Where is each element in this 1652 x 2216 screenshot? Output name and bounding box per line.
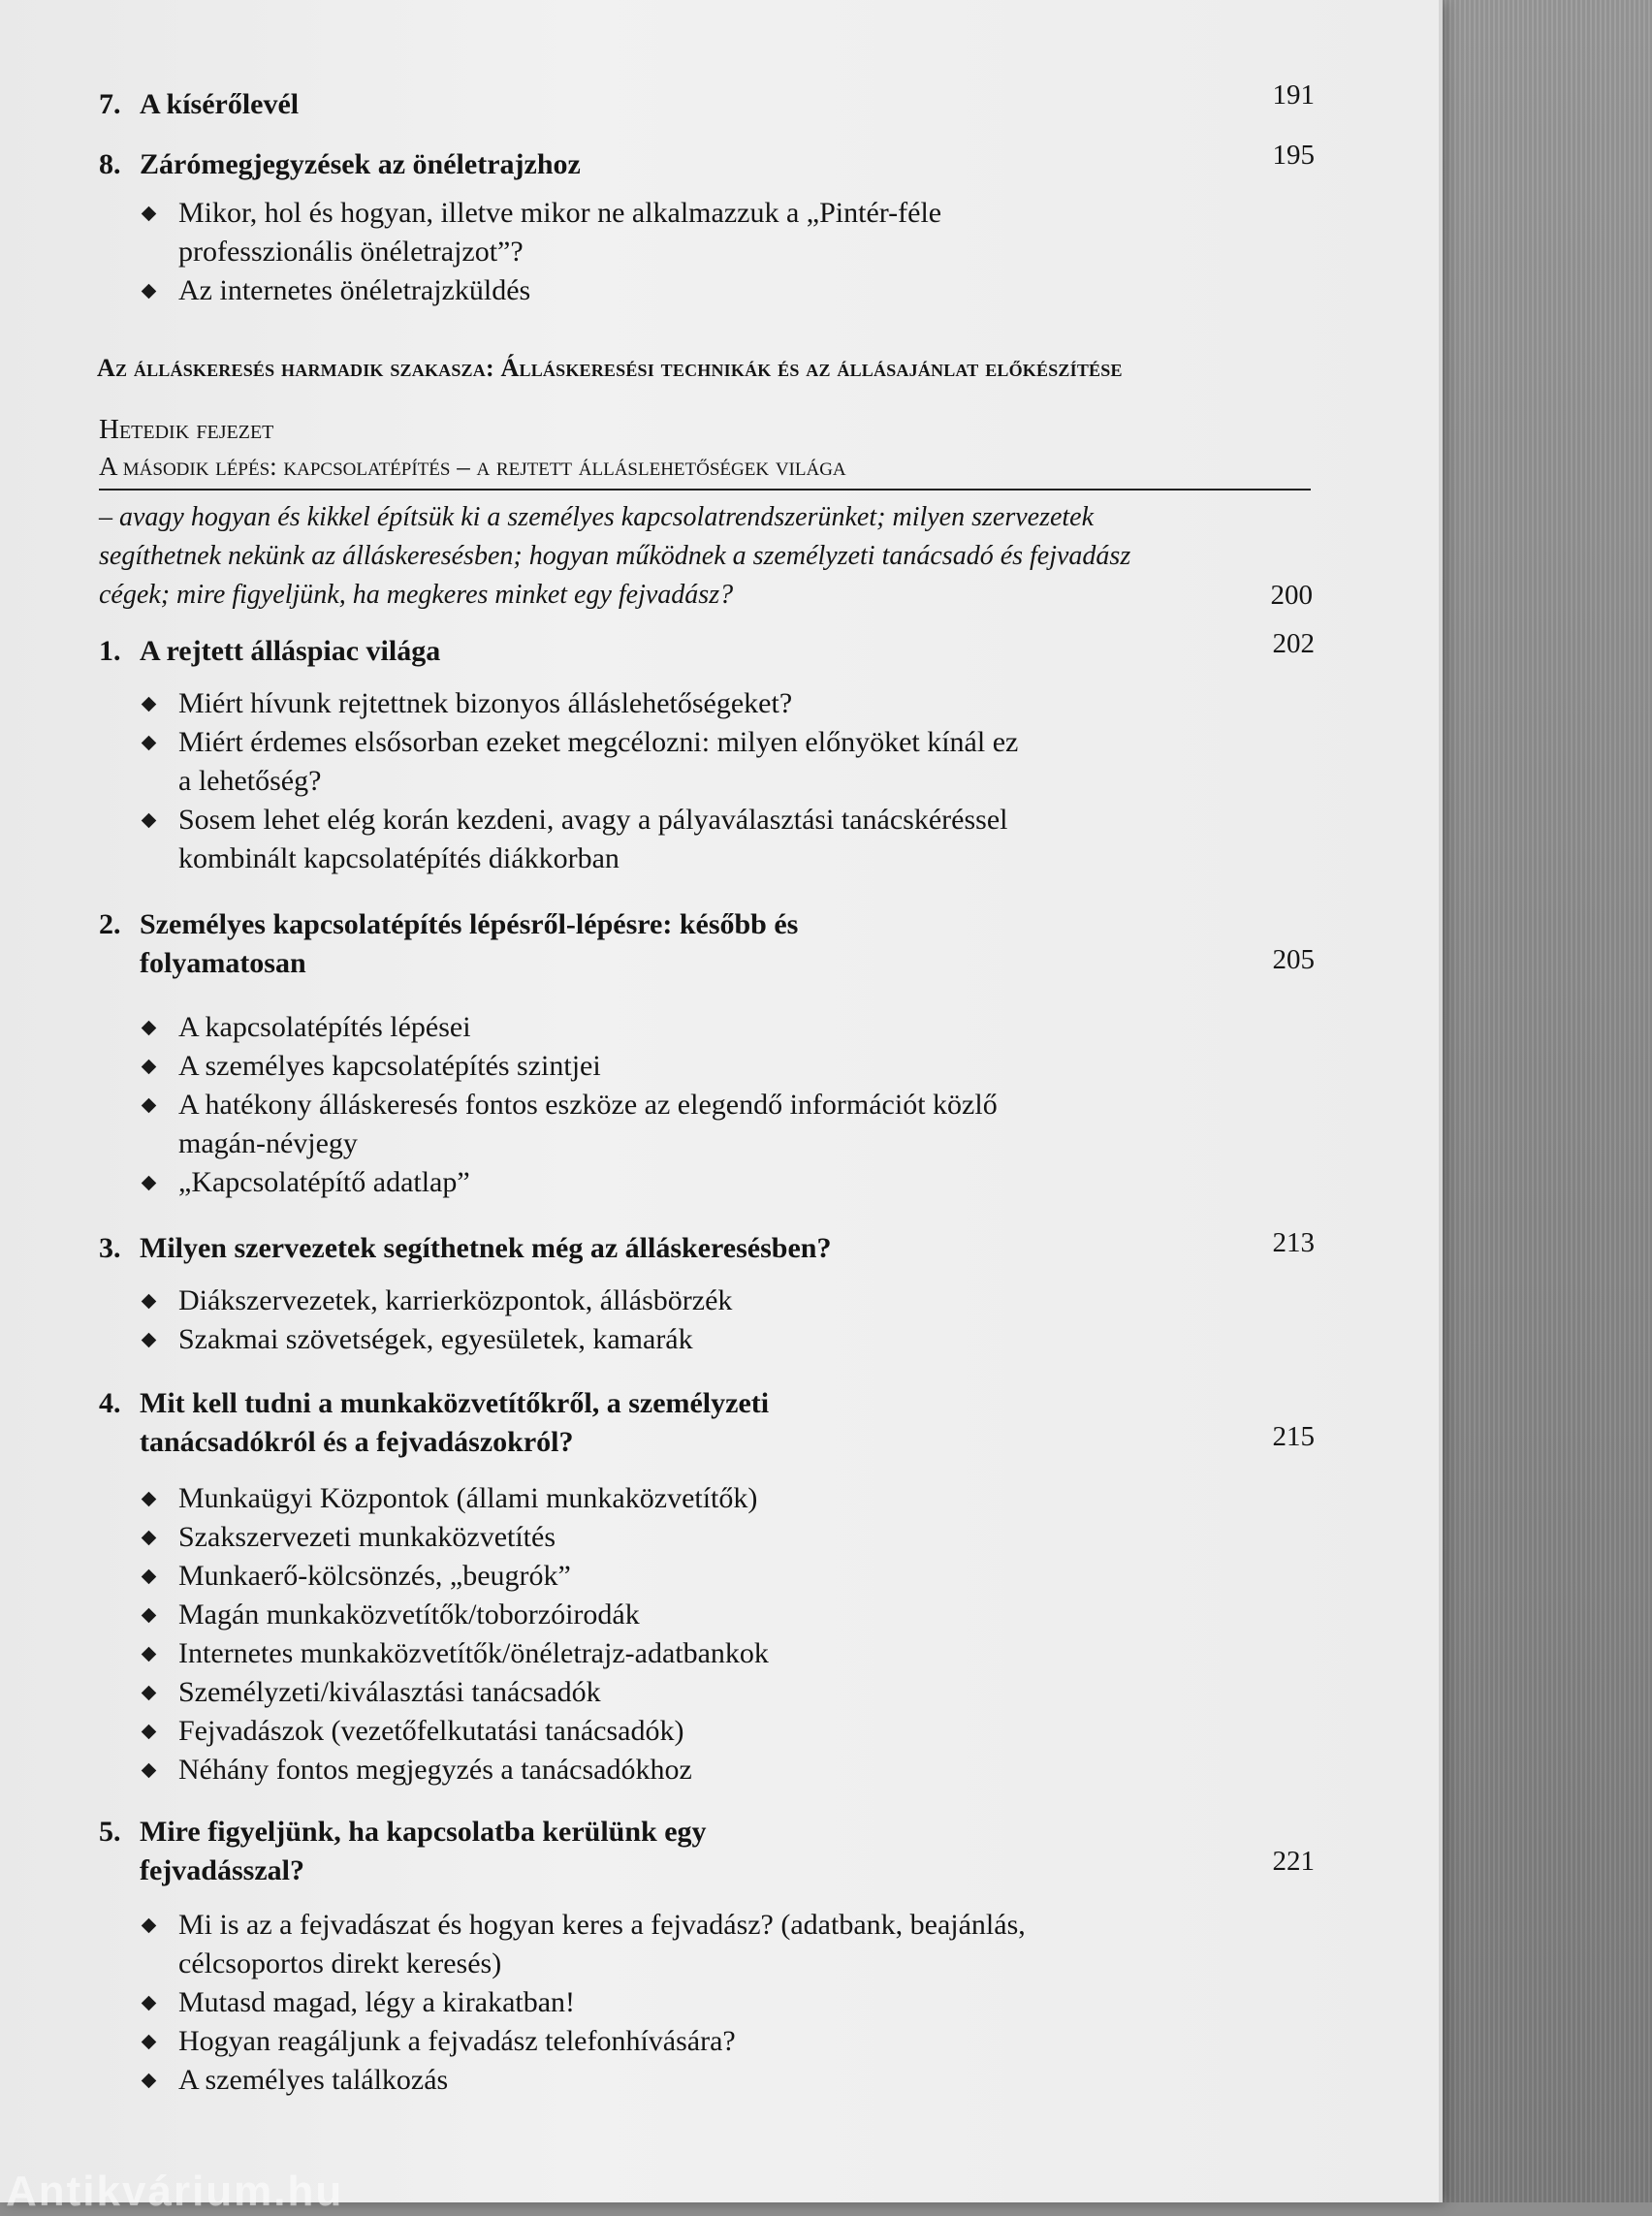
list-item: Magán munkaközvetítők/toborzóirodák [140, 1596, 1032, 1634]
entry-number: 5. [99, 1816, 121, 1848]
chapter-page: 200 [1270, 580, 1313, 611]
entry-title: Zárómegjegyzések az önéletrajzhoz [140, 148, 581, 180]
diamond-bullet-icon [142, 1294, 157, 1310]
list-item: Mi is az a fejvadászat és hogyan keres a fejvadász? (adatbank, beajánlás, célcsoportos direkt keresés) [140, 1906, 1032, 1983]
table-of-contents [97, 79, 1315, 2100]
chapter-label: Hetedik fejezet [99, 414, 274, 445]
list-item: A kapcsolatépítés lépései [140, 1008, 1032, 1047]
diamond-bullet-icon [142, 736, 157, 751]
toc-entry-1 [99, 628, 1315, 878]
diamond-bullet-icon [142, 1725, 157, 1740]
part-header: Az álláskeresés harmadik szakasza: Álláskeresési technikák és az állásajánlat előkészítése [97, 354, 1123, 382]
entry-page: 202 [1272, 628, 1315, 659]
entry-page: 213 [1272, 1227, 1315, 1258]
bullet-list [140, 1282, 1315, 1359]
list-item: Munkaügyi Központok (állami munkaközvetítők) [140, 1479, 1032, 1518]
list-item: Internetes munkaközvetítők/önéletrajz-adatbankok [140, 1634, 1032, 1673]
diamond-bullet-icon [142, 206, 157, 222]
diamond-bullet-icon [142, 2035, 157, 2050]
list-item: Diákszervezetek, karrierközpontok, állásbörzék [140, 1282, 1032, 1320]
list-item: A személyes kapcsolatépítés szintjei [140, 1047, 1032, 1086]
list-item: „Kapcsolatépítő adatlap” [140, 1163, 1032, 1202]
diamond-bullet-icon [142, 1176, 157, 1191]
entry-number: 4. [99, 1387, 121, 1419]
list-item: Fejvadászok (vezetőfelkutatási tanácsadók) [140, 1712, 1032, 1751]
bullet-list [140, 1008, 1315, 1202]
entry-number: 1. [99, 635, 121, 667]
watermark: Antikvárium.hu [6, 2168, 344, 2215]
entry-title: Mire figyeljünk, ha kapcsolatba kerülünk egy fejvadásszal? [140, 1816, 707, 1886]
entry-page: 191 [1272, 79, 1315, 111]
diamond-bullet-icon [142, 1531, 157, 1546]
diamond-bullet-icon [142, 284, 157, 300]
bullet-list [140, 194, 1315, 310]
entry-title: Milyen szervezetek segíthetnek még az álláskeresésben? [140, 1232, 832, 1264]
toc-entry-7 [99, 79, 1315, 124]
bullet-list [140, 1906, 1315, 2100]
list-item: A személyes találkozás [140, 2061, 1032, 2100]
list-item: Személyzeti/kiválasztási tanácsadók [140, 1673, 1032, 1712]
bullet-list [140, 1479, 1315, 1789]
diamond-bullet-icon [142, 697, 157, 712]
diamond-bullet-icon [142, 1021, 157, 1036]
list-item: Mutasd magad, légy a kirakatban! [140, 1983, 1032, 2022]
entry-page: 215 [1272, 1421, 1315, 1452]
list-item: Miért érdemes elsősorban ezeket megcélozni: milyen előnyöket kínál ez a lehetőség? [140, 723, 1032, 801]
diamond-bullet-icon [142, 1569, 157, 1585]
chapter-subtitle: – avagy hogyan és kikkel építsük ki a személyes kapcsolatrendszerünket; milyen szervezetek segíthetnek nekünk az álláskeresésben; hogyan működnek a személyzeti tanácsadó és fejvadász cégek; mire figyeljünk, ha megkeres minket egy fejvadász? 200 [99, 498, 1175, 615]
list-item: A hatékony álláskeresés fontos eszköze az elegendő információt közlő magán-névjegy [140, 1086, 1032, 1163]
chapter-title: A második lépés: kapcsolatépítés – a rejtett álláslehetőségek világa [99, 448, 1311, 491]
entry-title: Mit kell tudni a munkaközvetítőkről, a személyzeti tanácsadókról és a fejvadászokról? [140, 1387, 770, 1458]
list-item: Miért hívunk rejtettnek bizonyos álláslehetőségeket? [140, 684, 1032, 723]
list-item: Néhány fontos megjegyzés a tanácsadókhoz [140, 1751, 1032, 1789]
entry-title: Személyes kapcsolatépítés lépésről-lépésre: később és folyamatosan [140, 908, 799, 979]
entry-page: 221 [1272, 1846, 1315, 1877]
diamond-bullet-icon [142, 1686, 157, 1701]
toc-entry-5 [99, 1813, 1315, 2100]
diamond-bullet-icon [142, 1647, 157, 1662]
diamond-bullet-icon [142, 1333, 157, 1348]
entry-page: 195 [1272, 140, 1315, 171]
entry-number: 3. [99, 1232, 121, 1264]
diamond-bullet-icon [142, 1492, 157, 1507]
diamond-bullet-icon [142, 1763, 157, 1779]
entry-page: 205 [1272, 944, 1315, 975]
diamond-bullet-icon [142, 813, 157, 829]
list-item: Az internetes önéletrajzküldés [140, 271, 1032, 310]
page-edge [1439, 0, 1443, 2202]
toc-entry-3 [99, 1229, 1315, 1359]
diamond-bullet-icon [142, 1608, 157, 1624]
list-item: Mikor, hol és hogyan, illetve mikor ne alkalmazzuk a „Pintér-féle professzionális önéletrajzot”? [140, 194, 1032, 271]
diamond-bullet-icon [142, 2074, 157, 2089]
list-item: Szakszervezeti munkaközvetítés [140, 1518, 1032, 1557]
entry-number: 7. [99, 88, 121, 120]
bullet-list [140, 684, 1315, 878]
toc-entry-8 [99, 140, 1315, 310]
background-surface [1425, 0, 1652, 2202]
diamond-bullet-icon [142, 1996, 157, 2011]
entry-title: A kísérőlevél [140, 88, 300, 120]
list-item: Szakmai szövetségek, egyesületek, kamarák [140, 1320, 1032, 1359]
diamond-bullet-icon [142, 1098, 157, 1114]
toc-entry-4 [99, 1384, 1315, 1789]
toc-entry-2 [99, 905, 1315, 1202]
diamond-bullet-icon [142, 1918, 157, 1934]
list-item: Munkaerő-kölcsönzés, „beugrók” [140, 1557, 1032, 1596]
entry-number: 8. [99, 148, 121, 180]
list-item: Sosem lehet elég korán kezdeni, avagy a pályaválasztási tanácskéréssel kombinált kapcsolatépítés diákkorban [140, 801, 1032, 878]
entry-title: A rejtett álláspiac világa [140, 635, 441, 667]
diamond-bullet-icon [142, 1060, 157, 1075]
list-item: Hogyan reagáljunk a fejvadász telefonhívására? [140, 2022, 1032, 2061]
entry-number: 2. [99, 908, 121, 940]
